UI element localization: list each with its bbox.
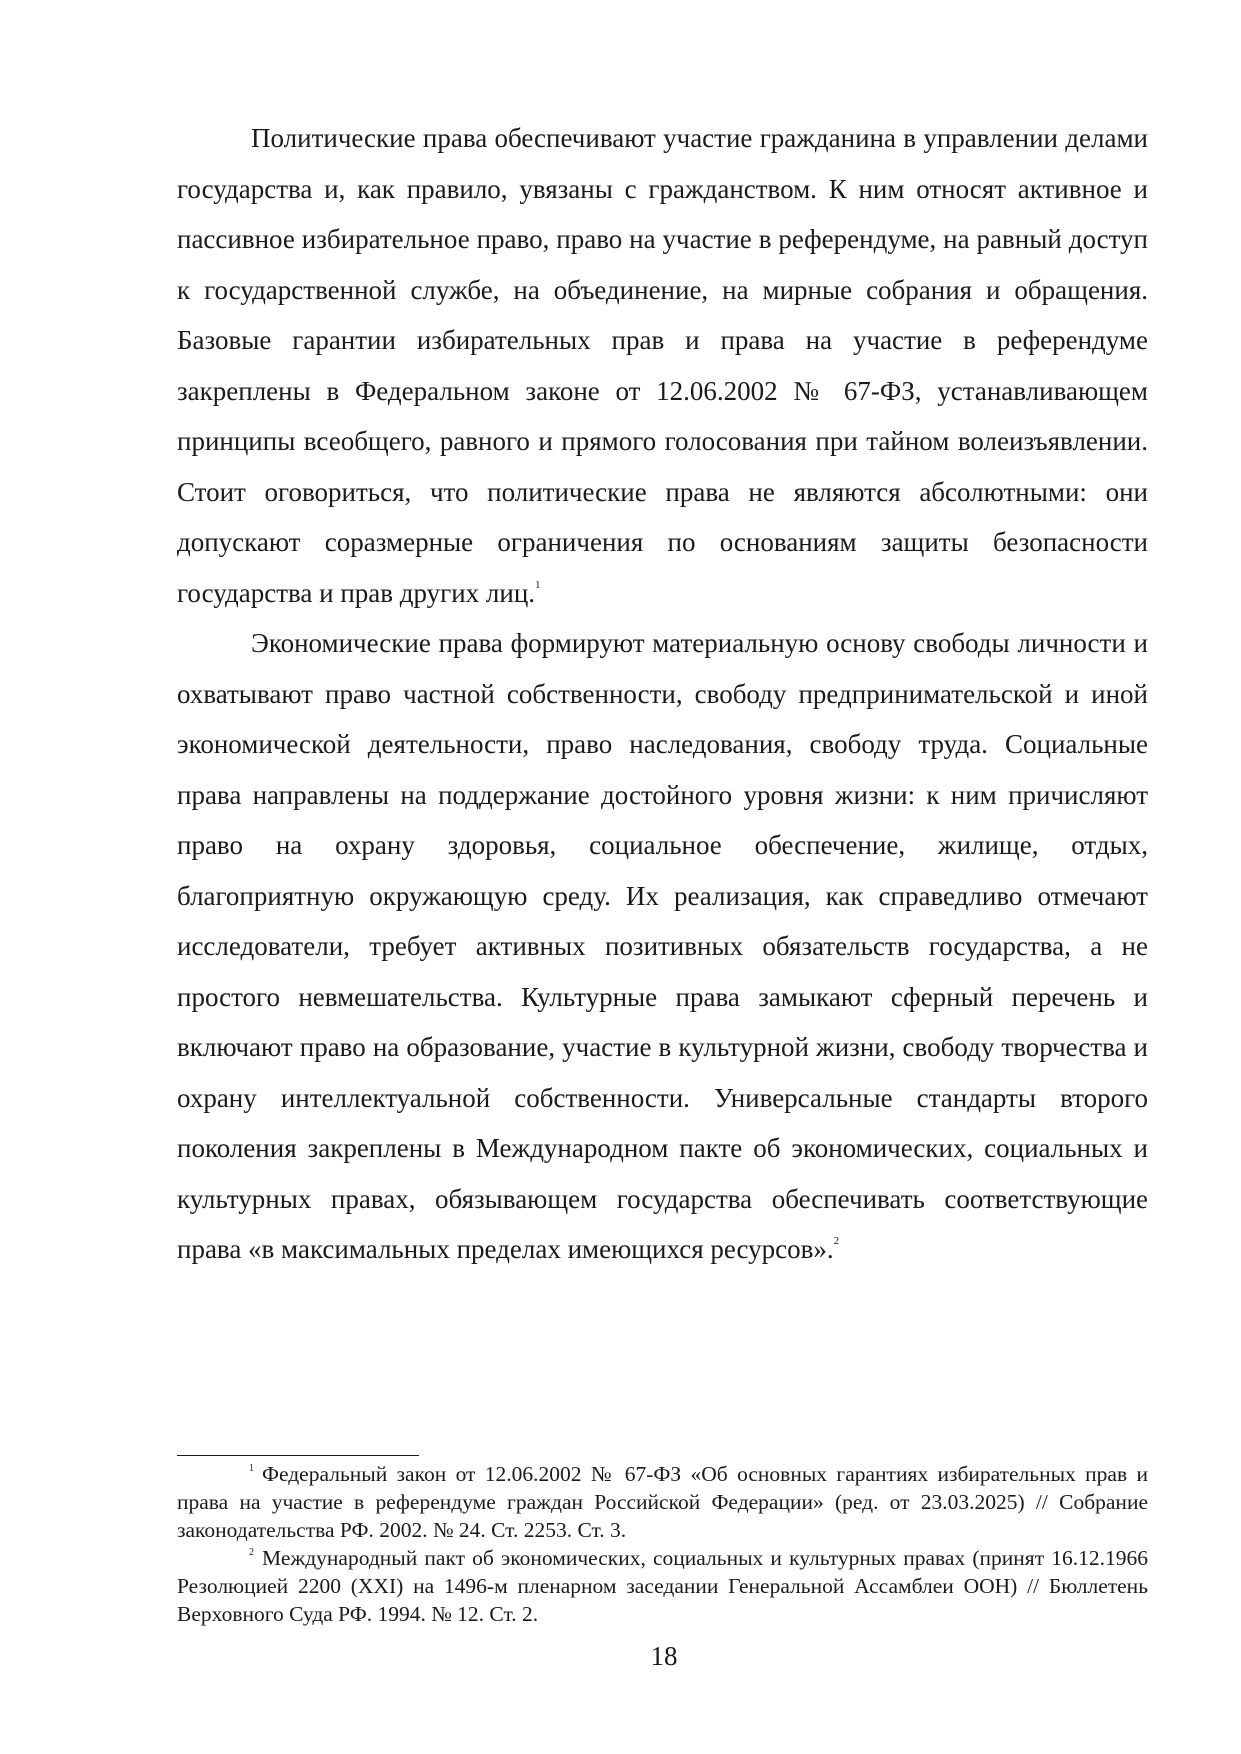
footnotes <box>177 1460 1148 1628</box>
footnote-1 <box>177 1460 1148 1544</box>
footnote-2 <box>177 1544 1148 1628</box>
footnote-text: Международный пакт об экономических, социальных и культурных правах (принят 16.12.1966 Резолюцией 2200 (XXI) на 1496-м пленарном заседании Генеральной Ассамблеи ООН) // Бюллетень Верховного Суда РФ. 1994. № 12. Ст. 2. <box>177 1546 1148 1626</box>
footnote-number: 1 <box>249 1463 254 1474</box>
footnote-number: 2 <box>249 1547 254 1558</box>
paragraph-text: Политические права обеспечивают участие гражданина в управлении делами государства и, как правило, увязаны с гражданством. К ним относят активное и пассивное избирательное право, право на участие в референдуме, на равный доступ к государственной службе, на объединение, на мирные собрания и обращения. Базовые гарантии избирательных прав и права на участие в референдуме закреплены в Федеральном законе от 12.06.2002 № 67-ФЗ, устанавливающем принципы всеобщего, равного и прямого голосования при тайном волеизъявлении. Стоит оговориться, что политические права не являются абсолютными: они допускают соразмерные ограничения по основаниям защиты безопасности государства и прав других лиц. <box>177 123 1148 608</box>
footnote-text: Федеральный закон от 12.06.2002 № 67-ФЗ «Об основных гарантиях избирательных прав и права на участие в референдуме граждан Российской Федерации» (ред. от 23.03.2025) // Собрание законодательства РФ. 2002. № 24. Ст. 2253. Ст. 3. <box>177 1462 1148 1542</box>
footnote-reference[interactable]: 1 <box>535 578 541 591</box>
footnote-separator <box>177 1455 419 1456</box>
footnote-reference[interactable]: 2 <box>833 1235 840 1247</box>
page-number: 18 <box>650 1641 678 1671</box>
body-text <box>177 113 1148 1275</box>
paragraph-text: Экономические права формируют материальную основу свободы личности и охватывают право частной собственности, свободу предпринимательской и иной экономической деятельности, право наследования, свободу труда. Социальные права направлены на поддержание достойного уровня жизни: к ним причисляют право на охрану здоровья, социальное обеспечение, жилище, отдых, благоприятную окружающую среду. Их реализация, как справедливо отмечают исследователи, требует активных позитивных обязательств государства, а не простого невмешательства. Культурные права замыкают сферный перечень и включают право на образование, участие в культурной жизни, свободу творчества и охрану интеллектуальной собственности. Универсальные стандарты второго поколения закреплены в Международном пакте об экономических, социальных и культурных правах, обязывающем государства обеспечивать соответствующие права «в максимальных пределах имеющихся ресурсов». <box>177 628 1148 1264</box>
paragraph-political-rights <box>177 113 1148 618</box>
paragraph-economic-social-cultural-rights <box>177 618 1148 1275</box>
